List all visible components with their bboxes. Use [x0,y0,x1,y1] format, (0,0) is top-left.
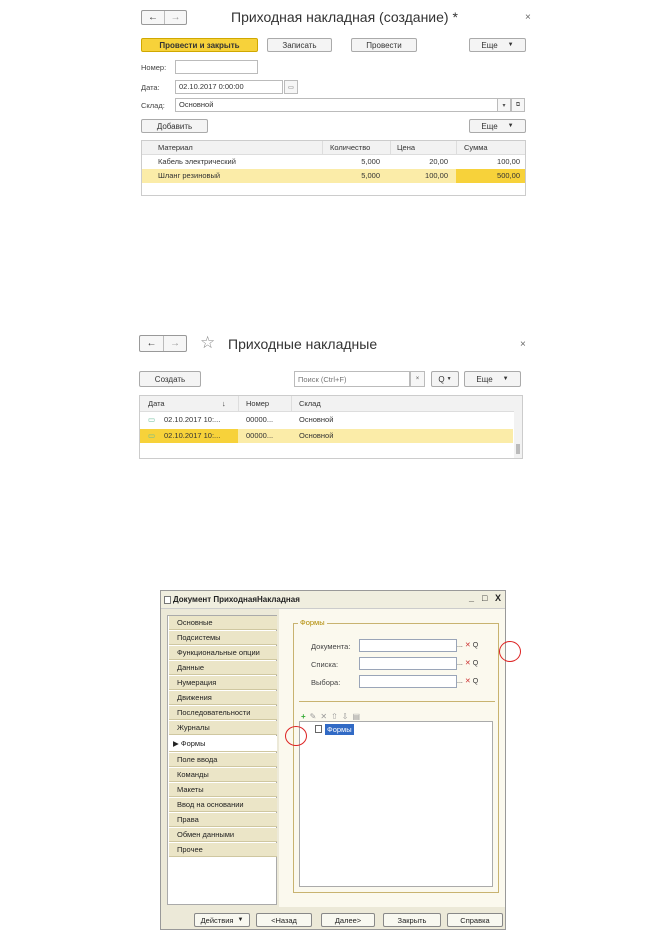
actions-label: Действия [200,915,234,925]
close-button[interactable]: Закрыть [383,913,441,927]
number-field[interactable] [175,60,258,74]
date-field[interactable]: 02.10.2017 0:00:00 [175,80,283,94]
chevron-down-icon: ▼ [237,917,244,923]
scrollbar[interactable] [514,396,522,458]
table-header [140,396,522,412]
chevron-down-icon: ▼ [507,123,514,129]
sidebar-item-other[interactable]: Прочее [169,843,277,857]
close-icon[interactable]: × [520,339,526,350]
dialog-title [161,591,505,609]
cell-date: 02.10.2017 10:... [164,415,221,424]
create-button[interactable]: Создать [139,371,201,387]
more-button-2[interactable] [469,119,526,133]
materials-table [141,140,526,196]
clear-icon[interactable]: ✕ [464,678,471,685]
date-label: Дата: [141,83,160,92]
invoices-table [139,395,523,459]
list-form-buttons [457,657,478,669]
sidebar-item-functional-options[interactable]: Функциональные опции [169,646,277,660]
col-quantity[interactable]: Количество [330,143,371,152]
choice-form-field[interactable] [359,675,457,688]
open-icon[interactable]: Q [472,659,479,667]
back-button[interactable]: ← [146,338,157,349]
table-row-selected[interactable] [142,169,525,183]
page-title-list: Приходные накладные [228,336,378,352]
clear-search-icon[interactable]: × [410,371,425,387]
close-icon[interactable]: × [525,12,531,23]
add-icon[interactable]: + [301,711,306,721]
open-icon[interactable]: Q [472,641,479,649]
table-header [142,141,525,155]
page-title: Приходная накладная (создание) * [231,9,458,25]
move-up-icon[interactable]: ⇧ [331,711,338,721]
sidebar-item-based-on[interactable]: Ввод на основании [169,798,277,812]
cell-price: 100,00 [425,171,448,180]
table-row[interactable] [140,413,522,427]
more-label-2: Еще [481,121,498,131]
more-label: Еще [476,374,493,384]
back-button[interactable]: <Назад [256,913,312,927]
open-icon[interactable]: Q [472,677,479,685]
next-button[interactable]: Далее> [321,913,375,927]
minimize-icon[interactable]: _ [469,593,475,603]
warehouse-label: Склад: [141,101,165,110]
col-warehouse[interactable]: Склад [299,399,321,408]
col-material[interactable]: Материал [158,143,193,152]
search-button[interactable] [431,371,459,387]
cell-date: 02.10.2017 10:... [164,431,221,440]
sidebar-item-layouts[interactable]: Макеты [169,783,277,797]
choice-form-buttons [457,675,478,687]
sidebar-item-rights[interactable]: Права [169,813,277,827]
back-button[interactable]: ← [148,12,158,23]
document-form-field[interactable] [359,639,457,652]
nav-buttons [141,10,187,25]
sidebar [167,615,277,905]
sort-arrow-icon: ↓ [222,399,226,408]
scrollbar-thumb[interactable] [516,444,520,454]
document-form-label: Документа: [311,642,351,651]
cell-material: Кабель электрический [158,157,236,166]
tree-item-forms[interactable]: Формы [327,725,352,734]
edit-icon[interactable]: ✎ [309,711,317,721]
move-down-icon[interactable]: ⇩ [341,711,349,721]
col-price[interactable]: Цена [397,143,416,152]
chevron-right-icon: ▶ [173,739,179,748]
select-dots-icon[interactable]: ... [457,659,463,667]
cell-material: Шланг резиновый [158,171,221,180]
document-icon [164,596,171,604]
help-button[interactable]: Справка [447,913,503,927]
annotation-circle [499,641,521,662]
cell-warehouse: Основной [299,431,334,440]
forms-tree [299,721,493,887]
list-icon[interactable]: ▤ [352,711,361,721]
configurator-dialog [160,590,506,930]
close-icon[interactable]: X [495,593,502,603]
chevron-down-icon: ▼ [507,42,514,48]
document-form-buttons [457,639,478,651]
list-form-label: Списка: [311,660,339,669]
cell-number: 00000... [246,415,274,424]
more-button[interactable] [464,371,521,387]
forms-panel [279,609,505,907]
cell-warehouse: Основной [299,415,334,424]
sidebar-item-numbering[interactable]: Нумерация [169,676,277,690]
sidebar-item-label: Формы [180,739,206,748]
forward-button[interactable]: → [164,11,186,24]
table-row-selected[interactable] [140,429,513,443]
annotation-circle [285,726,307,746]
select-dots-icon[interactable]: ... [457,641,463,649]
clear-icon[interactable]: ✕ [464,642,471,649]
more-label: Еще [481,40,498,50]
sidebar-item-input-field[interactable]: Поле ввода [169,753,277,767]
number-label: Номер: [141,63,167,72]
col-number[interactable]: Номер [246,399,270,408]
search-icon: Q [438,374,445,384]
delete-icon[interactable]: ✕ [320,711,328,721]
sidebar-item-data-exchange[interactable]: Обмен данными [169,828,277,842]
write-button[interactable]: Записать [267,38,332,52]
maximize-icon[interactable]: □ [482,593,488,603]
actions-button[interactable] [194,913,250,927]
post-button[interactable]: Провести [351,38,417,52]
folder-icon [315,725,322,733]
table-row[interactable] [142,155,525,169]
select-dots-icon[interactable]: ... [457,677,463,685]
sidebar-item-commands[interactable]: Команды [169,768,277,782]
divider [299,701,495,702]
warehouse-field[interactable]: Основной [175,98,498,112]
group-label: Формы [300,618,325,627]
search-input[interactable] [294,371,410,387]
chevron-down-icon: ▼ [502,376,509,382]
add-button[interactable]: Добавить [141,119,208,133]
cell-qty: 5,000 [361,157,380,166]
more-button[interactable] [469,38,526,52]
cell-sum: 500,00 [456,169,525,183]
forward-button[interactable]: → [163,336,186,351]
col-sum[interactable]: Сумма [464,143,488,152]
sidebar-item-journals[interactable]: Журналы [169,721,277,735]
dialog-title-text: Документ ПриходнаяНакладная [173,595,300,604]
document-icon: ▭ [148,431,156,440]
list-form-field[interactable] [359,657,457,670]
cell-price: 20,00 [429,157,448,166]
sidebar-item-data[interactable]: Данные [169,661,277,675]
choice-form-label: Выбора: [311,678,341,687]
post-and-close-button[interactable]: Провести и закрыть [141,38,258,52]
col-date[interactable]: Дата [148,399,165,408]
sidebar-item-main[interactable]: Основные [169,616,277,630]
clear-icon[interactable]: ✕ [464,660,471,667]
sidebar-item-sequences[interactable]: Последовательности [169,706,277,720]
document-icon: ▭ [148,415,156,424]
chevron-down-icon: ▼ [446,376,452,382]
cell-number: 00000... [246,431,274,440]
sidebar-item-movements[interactable]: Движения [169,691,277,705]
sidebar-item-forms[interactable] [169,736,277,752]
open-link-icon[interactable]: ⧉ [511,98,525,112]
star-icon[interactable]: ☆ [200,333,216,352]
calendar-icon[interactable]: ▭ [284,80,298,94]
cell-qty: 5,000 [361,171,380,180]
cell-sum: 100,00 [497,157,520,166]
nav-buttons [139,335,187,352]
sidebar-item-subsystems[interactable]: Подсистемы [169,631,277,645]
dropdown-icon[interactable]: ▾ [497,98,511,112]
